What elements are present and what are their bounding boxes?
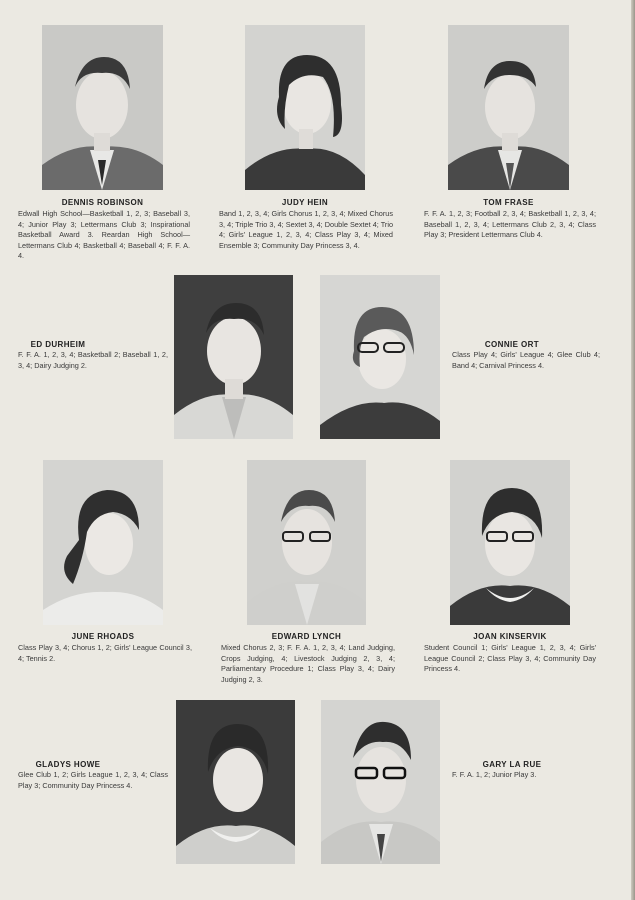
student-name: EDWARD LYNCH <box>271 632 342 641</box>
student-name: GLADYS HOWE <box>35 760 101 769</box>
student-bio: F. F. A. 1, 2; Junior Play 3. <box>452 770 537 779</box>
portrait-photo-joan-kinservik <box>450 460 570 625</box>
portrait-photo-judy-hein <box>245 25 365 190</box>
portrait-photo-connie-ort <box>320 275 440 439</box>
student-bio: Glee Club 1, 2; Girls League 1, 2, 3, 4; Class Play 3; Community Day Princess 4. <box>18 770 168 790</box>
student-bio: Class Play 4; Girls' League 4; Glee Club 4; Band 4; Carnival Princess 4. <box>452 350 600 370</box>
student-name: ED DURHEIM <box>30 340 86 349</box>
student-name: CONNIE ORT <box>484 340 540 349</box>
portrait-photo-tom-frase <box>448 25 569 190</box>
portrait-photo-dennis-robinson <box>42 25 163 190</box>
student-name: GARY LA RUE <box>482 760 542 769</box>
student-name: JUNE RHOADS <box>71 632 135 641</box>
student-bio: Student Council 1; Girls' League 1, 2, 3, 4; Girls' League Council 2; Class Play 3, 4; Community Day Princess 4. <box>424 643 596 674</box>
student-bio: Edwall High School—Basketball 1, 2, 3; Baseball 3, 4; Junior Play 3; Lettermans Club 3; Inspirational Basketball Award 3. Reardan High School—Lettermans Club 4; Basketball 4; Baseball 4; F. F. A. 4. <box>18 209 190 261</box>
page-binding-edge <box>631 0 635 900</box>
student-name: JUDY HEIN <box>281 198 329 207</box>
portrait-photo-ed-durheim <box>174 275 293 439</box>
student-bio: F. F. A. 1, 2, 3, 4; Basketball 2; Baseball 1, 2, 3, 4; Dairy Judging 2. <box>18 350 168 370</box>
portrait-photo-gary-la-rue <box>321 700 440 864</box>
student-bio: Band 1, 2, 3, 4; Girls Chorus 1, 2, 3, 4; Mixed Chorus 3, 4; Triple Trio 3, 4; Sextet 3, 4; Double Sextet 4; Trio 4; Girls' League 1, 2, 3, 4; Class Play 3, 4; Mixed Ensemble 3; Community Day Princess 3, 4. <box>219 209 393 250</box>
student-name: TOM FRASE <box>483 198 534 207</box>
portrait-photo-edward-lynch <box>247 460 366 625</box>
student-bio: F. F. A. 1, 2, 3; Football 2, 3, 4; Basketball 1, 2, 3, 4; Baseball 1, 2, 3, 4; Lettermans Club 2, 3, 4; Class Play 3; President Lettermans Club 4. <box>424 209 596 240</box>
student-bio: Mixed Chorus 2, 3; F. F. A. 1, 2, 3, 4; Land Judging, Crops Judging, 4; Livestock Judging 2, 3, 4; Parliamentary Procedure 1; Class Play 3, 4; Dairy Judging 2, 3. <box>221 643 395 684</box>
portrait-photo-gladys-howe <box>176 700 295 864</box>
student-name: JOAN KINSERVIK <box>473 632 547 641</box>
student-bio: Class Play 3, 4; Chorus 1, 2; Girls' League Council 3, 4; Tennis 2. <box>18 643 192 663</box>
portrait-photo-june-rhoads <box>43 460 163 625</box>
student-name: DENNIS ROBINSON <box>61 198 144 207</box>
